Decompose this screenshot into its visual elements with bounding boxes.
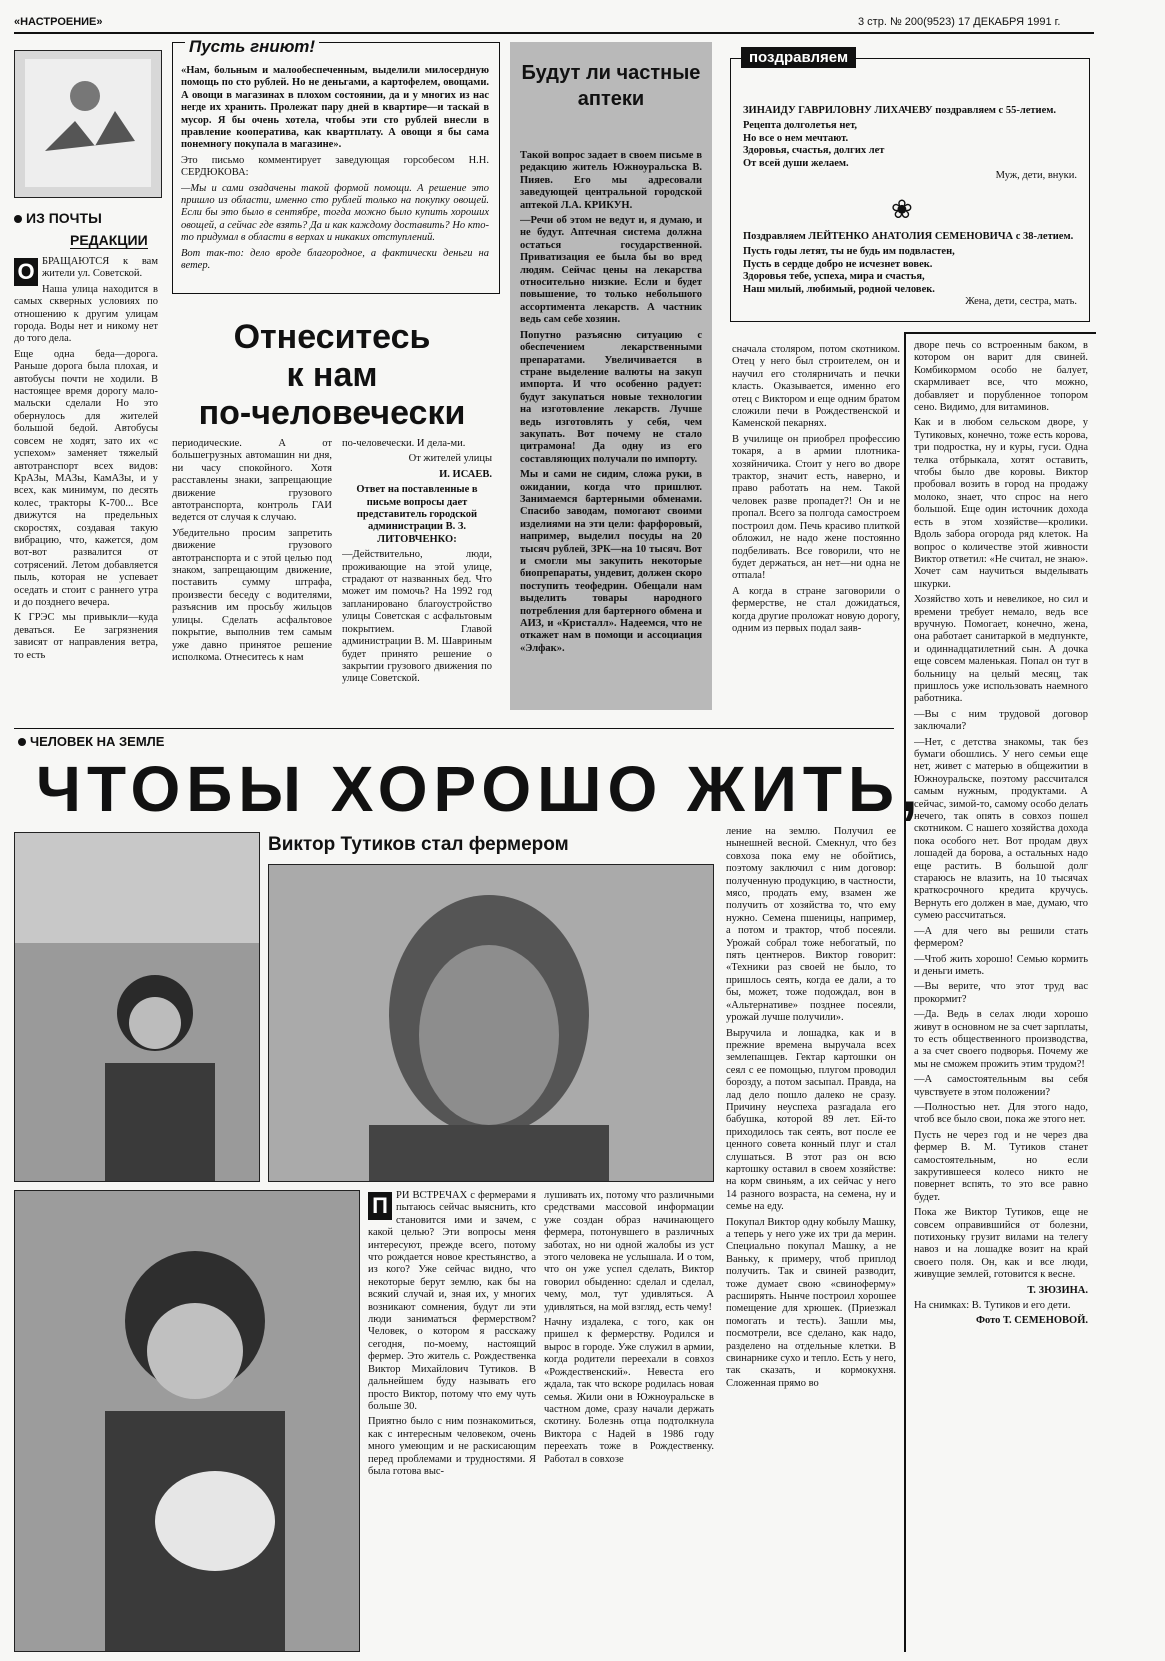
- mail-column-3: по-человечески. И дела-ми. От жителей улицы И. ИСАЕВ. Ответ на поставленные в письме вопросы дает представитель городской администрации В. З. ЛИТОВЧЕНКО: —Действительно, люди, проживающие на этой улице, страдают от названных бед. Что может им помочь? На 1992 год запланировано благоустройство улицы Советская с асфальтовым покрытием. Главой администрации В. М. Шавриным будет принято решение о закрытии грузового движения по улице Советской.: [342, 438, 492, 685]
- farmer-subtitle: Виктор Тутиков стал фермером: [268, 834, 569, 855]
- issue-info: 3 стр. № 200(9523) 17 ДЕКАБРЯ 1991 г.: [858, 16, 1061, 28]
- farmer-column-3: сначала столяром, потом скотником. Отец у него был строителем, он и научил его столярничать и печки класть. Оказывается, именно его отец с Виктором и еще одним братом сложили печи в Рождественской и Каменской пекарнях. В училище он приобрел профессию токаря, а в армии плотника-хозяйничика. Стоит у него во дворе трактор, значит есть, наверно, и право работать на нем. Такой человек разве пропадет?! Он и не пропал. Всего за полгода самостроем построил дом. Печь красиво плиткой обложил, не надо жене постоянно подбеливать. Все говорили, что не будет держаться, ан нет—ни одна не отпала! А когда в стране заговорили о фермерстве, не стал дожидаться, когда другие проложат новую дорогу, одним из первых подал заяв-: [732, 344, 900, 634]
- farmer-photo: [268, 864, 714, 1182]
- pharmacy-title: Будут ли частные аптеки: [521, 62, 701, 110]
- farmer-column-4: ление на землю. Получил ее нынешней весной. Смекнул, что без совхоза пока ему не обойтись, поэтому заключил с ним договор: полученную продукцию, в частности, мясо, продать ему, взамен же получить от хозяйства то, что ему нужно. Семена пшеницы, например, а потом и трактор, чтоб посеяли. Урожай собрал тоже небогатый, по пять центнеров. Виктор говорит: «Техники раз своей не было, то пришлось сеять, когда ее дали, а то бы, может, тоже подождал, вон в «Альтернативе» позднее посеяли, урожай лучше получили». Выручила и лошадка, как и в прежние времена выручала всех землепашцев. Гектар картошки он сеял с ее помощью, плугом проводил борозду, а потом засыпал. Правда, на лад дело пошло далеко не сразу. Причину неуспеха разгадала его бабушка, которой 89 лет. Ей-то приходилось так сеять, вот после ее ценного совета конный плуг и стал слушаться. В этот раз он всю картошку оставил в своем хозяйстве: на корм свиньям, а их сейчас у него 14 разного возраста, на семена, ну и семье на еду. Покупал Виктор одну кобылу Машку, а теперь у него уже их три да мерин. Специально покупал Машку, а не Ваньку, к примеру, чтоб приплод получить. Так и свиней разводит, тоже думает свою «свиноферму» расширять. Нынче построил хорошее помещение для хрюшек. (Приезжал помогать и тесть). Зашли мы, посмотрели, все сделано, как надо, разделено на отдельные клетки. В свинарнике сухо и тепло. Есть у него, так сказать, и кормокухня. Сложенная прямо во: [726, 826, 896, 1389]
- farmer-author: Т. ЗЮЗИНА.: [1027, 1284, 1088, 1296]
- section-rule: [14, 728, 894, 729]
- mail-rubric-2: РЕДАКЦИИ: [70, 232, 148, 248]
- rot-box: [172, 37, 500, 294]
- dropcap-o: О: [14, 258, 38, 286]
- farmer-column-2: лушивать их, потому что различными средствами массовой информации уже создан образ начинающего фермера, потонувшего в различных заботах, но ни одной жалобы из уст этого человека не услышала. И о том, что он уже успел сделать, Виктор говорил обыденно: сделал и сделал, чему, мол, тут удивляться. А удивляться, на мой взгляд, есть чему! Начну издалека, с того, как он пришел к фермерству. Родился и вырос в городе. Уже служил в армии, когда родители переехали в совхоз «Рождественский». Невеста его ждала, так что вскоре родилась новая семья. Жили они в Южноуральске в частном доме, сразу начали держать скотину. Болезнь отца подтолкнула Виктора с Надей в 1986 году переехать тоже в Рождественку. Работал в совхозе: [544, 1190, 714, 1465]
- rose-icon: ❀: [891, 195, 913, 224]
- dropcap-p: П: [368, 1192, 392, 1220]
- greetings-box: [730, 49, 1090, 322]
- header-rule: [14, 32, 1094, 34]
- mail-column-2: периодические. А от большегрузных автомашин ни дня, ни часу спокойного. Хотя расставлены знаки, запрещающие движение грузового автотранспорта, контроль ГАИ ведется от случая к случаю. Убедительно просим запретить движение грузового автотранспорта и с этой целью под знаком, запрещающим движение, поставить сумму штрафа, произвести беседу с водителями, разъяснив им просьбу жильцов улицы. Сделать асфальтовое покрытие, выполнив тем самым уже давно принятое решение исполкома. Отнеситесь к нам: [172, 438, 332, 663]
- farmer-caption: На снимках: В. Тутиков и его дети.: [914, 1300, 1071, 1312]
- pharmacy-box: [510, 42, 712, 710]
- rot-text: «Нам, больным и малообеспеченным, выделили милосердную помощь по сто рублей. Но не деньгами, а картофелем, овощами. А овощи в магазинах в плохом состоянии, да и у многих из нас негде их хранить. Пролежат пару дней в квартире—и таскай в мусор. Я бы очень хотела, чтобы эти сто рублей внесли в правление кооператива, как квартплату. А овощи я бы сама понемногу покупала в магазине». Это письмо комментирует заведующая горсобесом Н.Н. СЕРДЮКОВА: —Мы и сами озадачены такой формой помощи. А решение это пришло из области, именно сто рублей только на покупку овощей. Если бы это было в сентябре, тогда можно было купить хороших овощей, а сейчас где взять? Да и как каждому доставить? Но кто-то придумал в области в верхах и никаких отступлений. Вот так-то: дело вроде благородное, а фактически деньги на ветер.: [181, 65, 489, 272]
- rot-title: Пусть гниют!: [185, 37, 319, 57]
- farmer-photo-credit: Фото Т. СЕМЕНОВОЙ.: [975, 1315, 1088, 1327]
- child-photo-2: [14, 1190, 360, 1652]
- greeting-2: Поздравляем ЛЕЙТЕНКО АНАТОЛИЯ СЕМЕНОВИЧА с 38-летием. Пусть годы летят, ты не будь им подвластен, Пусть в сердце добро не исчезнет вовек. Здоровья тебе, успеха, мира и счастья, Наш милый, любимый, родной человек. Жена, дети, сестра, мать.: [743, 231, 1077, 308]
- mail-column-1: О БРАЩАЮТСЯ к вам жители ул. Советской. Наша улица находится в самых скверных условиях по отношению к другим улицам города. Воды нет и никому нет до того дела. Еще одна беда—дорога. Раньше дорога была плохая, и автобусы почти не ходили. В настоящее время дорогу мало-мальски сделали Но это обернулось для жителей большой бедой. Автобусы совсем не ходят, зато их «с успехом» заменяет тяжелый автотранспорт всех видов: КрАЗы, МАЗы, КамАЗы, и у всех, как минимум, по десять колес, тракторы К-700... Все движутся на предельных скоростях, создавая такую вибрацию, что, кажется, дом вот-вот развалится от сотрясений. Летом добавляется пыль, которая не успевает оседать и стоит с раннего утра и до позднего вечера. К ГРЭС мы привыкли—куда деваться. Ее загрязнения зависят от направления ветра, то есть: [14, 256, 158, 661]
- greeting-1: ЗИНАИДУ ГАВРИЛОВНУ ЛИХАЧЕВУ поздравляем с 55-летием. Рецепта долголетья нет, Но все о нем мечтают. Здоровья, счастья, долгих лет От всей души желаем. Муж, дети, внуки.: [743, 105, 1077, 182]
- farmer-title: ЧТОБЫ ХОРОШО ЖИТЬ,: [36, 753, 924, 825]
- mail-rubric: ИЗ ПОЧТЫ: [14, 210, 102, 226]
- child-photo-1: [14, 832, 260, 1182]
- farmer-column-1: П РИ ВСТРЕЧАХ с фермерами я пытаюсь сейчас выяснить, кто становится ими и зачем, с какой целью? Эти вопросы меня интересуют, прежде всего, потому что рождается новое крестьянство, а из кого? Уже сейчас видно, что некоторые берут землю, как бы на всякий случай и, зная их, у многих возникают сомнения, будут ли эти люди заниматься фермерством? Человек, о котором я расскажу сегодня, по-моему, настоящий фермер. Это житель с. Рождественка Виктор Михайлович Тутиков. В дальнейшем буду называть его просто Виктор, потому что ему чуть больше 30. Приятно было с ним познакомиться, как с интересным человеком, очень много умеющим и не раскисающим перед проблемами и трудностями. Я была готова выс-: [368, 1190, 536, 1477]
- mail-title: Отнеситесь к нам по-человечески: [198, 318, 466, 432]
- farmer-rubric: ЧЕЛОВЕК НА ЗЕМЛЕ: [18, 734, 164, 749]
- farmer-column-5: дворе печь со встроенным баком, в котором он варит для свиней. Комбикормом особо не балует, скармливает все, что можно, добавляет и порубленное топором сено. Видимо, для витаминов. Как и в любом сельском дворе, у Тутиковых, конечно, тоже есть корова, три подростка, ну и куры, гуси. Одна телка отбрыкала, хотят оставить, чтобы было две коровы. Виктор пробовал возить в город на продажу молоко, знает, что спрос на него большой. Еще один источник дохода есть в этом хозяйстве—кролики. Вдоль забора огорода ряд клеток. На вопрос о количестве этой живности Виктор ответил: «Не считал, не знаю». Хочет сам научиться выделывать шкурки. Хозяйство хоть и невеликое, но сил и времени требует немало, ведь все вручную. Помогает, конечно, жена, она работает санитаркой в медпункте, и одиннадцатилетний сын. А дочка еще совсем маленькая. Попал он тут в больницу на целый месяц, так пришлось уже использовать наемного работника. —Вы с ним трудовой договор заключали? —Нет, с детства знакомы, так без бумаги обошлись. У него семьи еще нет, живет с матерью в общежитии в Южноуральске, поэтому рассчитался самым нужным, продуктами. А сейчас, зимой-то, самому особо делать нечего, так опять в совхоз пошел скотником. С нашего хозяйства дохода пока особого нет. Вот продам двух лошадей да борова, а остальных надо еще растить. В большой долг стараюсь не влазить, на 10 тысячах краткосрочного кредита кручусь. Вернуть его должен в мае, думаю, что сумею рассчитаться. —А для чего вы решили стать фермером? —Чтоб жить хорошо! Семью кормить и деньги иметь. —Вы верите, что этот труд вас прокормит? —Да. Ведь в селах люди хорошо живут в основном не за счет зарплаты, то есть общественного производства, а за счет своего подворья. Почему же мы не сможем прожить этим трудом?! —А самостоятельным вы себя чувствуете в этом положении? —Полностью нет. Для этого надо, чтоб все было свои, пока же этого нет. Пусть не через год и не через два фермер В. М. Тутиков станет самостоятельным, но если закрутившееся колесо никто не повернет вспять, то это все равно будет. Пока же Виктор Тутиков, еще не совсем оправившийся от болезни, потихоньку грузит вилами на телегу навоз и на лошадке возит на край своего поля. Он, как и все люди, живущие землей, готовится к весне. Т. ЗЮЗИНА. На снимках: В. Тутиков и его дети. Фото Т. СЕМЕНОВОЙ.: [914, 340, 1088, 1327]
- small-photo: [14, 50, 162, 198]
- newspaper-name: «НАСТРОЕНИЕ»: [14, 16, 103, 28]
- pharmacy-text: Такой вопрос задает в своем письме в редакцию житель Южноуральска В. Пияев. Его мы адресовали заведующей центральной городской аптекой Л.А. КРИКУН. —Речи об этом не ведут и, я думаю, и не будут. Аптечная система должна остаться государственной. Приватизация ее была бы во вред людям. Сейчас цены на лекарства относительно низкие. Если и будет повышение, то только небольшого ассортимента лекарств. А частник ведь сам себе хозяин. Попутно разъясню ситуацию с обеспечением лекарственными препаратами. Увеличивается в стране выделение валюты на закуп импорта. И что особенно радует: будут закупаться новые технологии на изготовление лекарств. Лучше ведь изготовлять у себя, чем закупать. Вот почему не стало цитрамона! Да одну из его составляющих получали по импорту. Мы и сами не сидим, сложа руки, в ожидании, когда что пришлют. Занимаемся бартерными обменами. Спасибо заводам, помогают своими изделиями на эти цели: фарфоровый, например, выделил посуды на 20 тысяч рублей, ЗРК—на 10 тысяч. Вот и смогли мы закупить некоторые биопрепараты, ундевит, должен скоро поступить теофедрин. Обещали нам выделить товары народного потребления для бартерного обмена и АИЗ, и «Кристалл». Надеемся, что не откажет нам в помощи и ассоциация «Элфак».: [520, 150, 702, 654]
- greetings-badge: поздравляем: [741, 47, 856, 68]
